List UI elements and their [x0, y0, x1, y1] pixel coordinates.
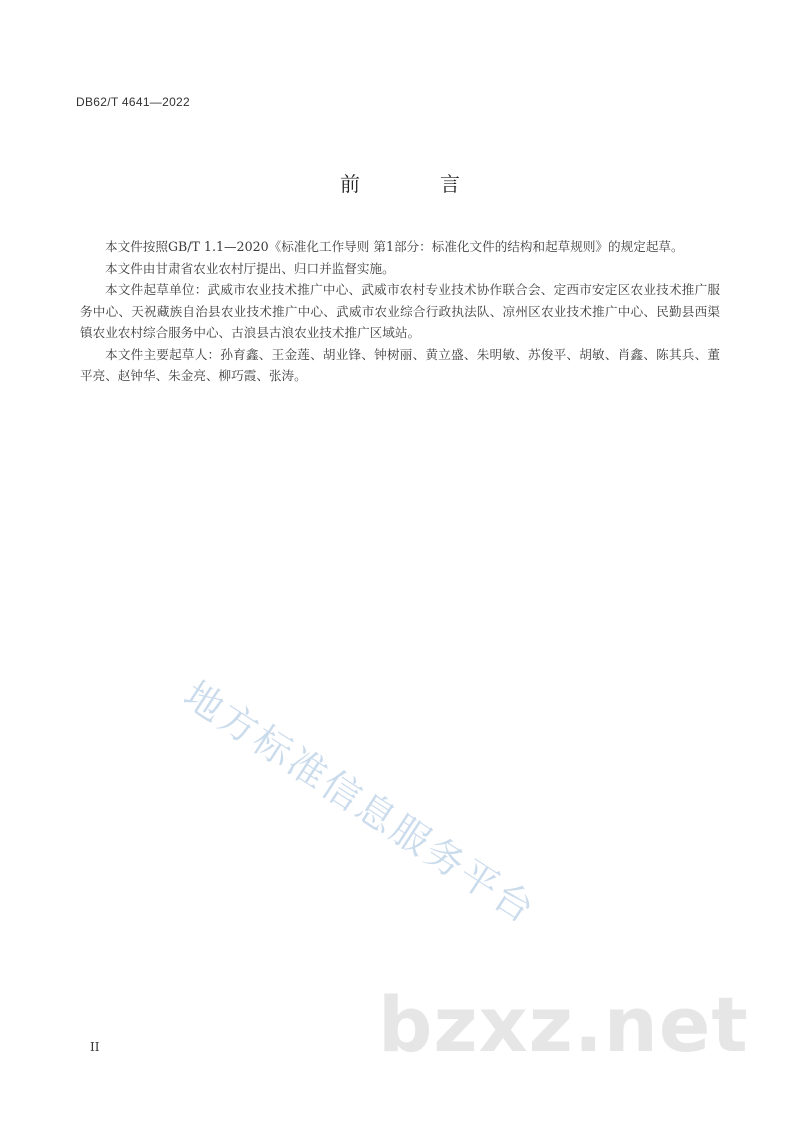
paragraph-drafters: 本文件主要起草人：孙育鑫、王金莲、胡业锋、钟树丽、黄立盛、朱明敏、苏俊平、胡敏、肖鑫、陈其兵、董平亮、赵钟华、朱金亮、柳巧霞、张涛。 [80, 346, 720, 383]
brand-watermark: bzxz.net [378, 980, 749, 1069]
standard-code: DB62/T 4641—2022 [76, 95, 190, 109]
paragraph-drafting-units: 本文件起草单位：武威市农业技术推广中心、武威市农村专业技术协作联合会、定西市安定区农业技术推广服务中心、天祝藏族自治县农业技术推广中心、武威市农业综合行政执法队、凉州区农业技术推广中心、民勤县西渠镇农业农村综合服务中心、古浪县古浪农业技术推广区域站。 [80, 282, 720, 340]
page-title: 前 言 [340, 172, 490, 196]
page-number: II [90, 1040, 100, 1054]
platform-watermark: 地方标准信息服务平台 [176, 672, 544, 933]
foreword-body [80, 236, 720, 387]
paragraph-drafting-rule: 本文件按照GB/T 1.1—2020《标准化工作导则 第1部分：标准化文件的结构和起草规则》的规定起草。 [105, 239, 684, 254]
paragraph-proposer: 本文件由甘肃省农业农村厅提出、归口并监督实施。 [105, 260, 395, 276]
